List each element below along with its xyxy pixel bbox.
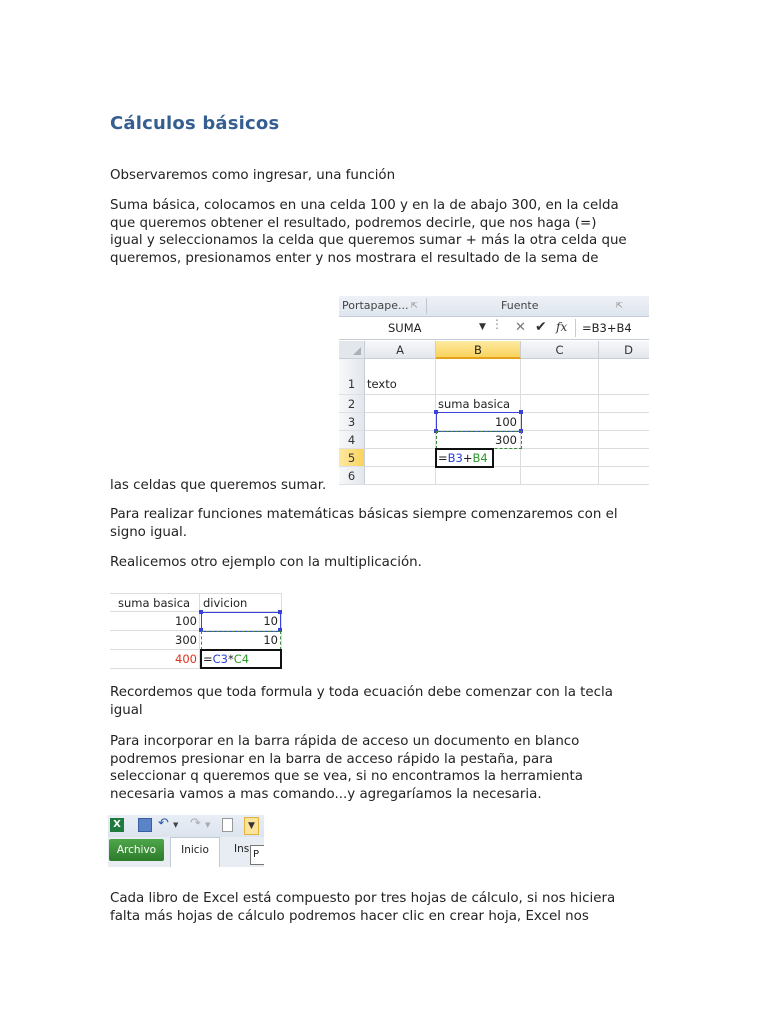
paragraph-signo-igual — [110, 506, 655, 541]
reference-highlight-b3 — [436, 412, 522, 432]
paragraph-suma — [110, 197, 655, 267]
formula-ref-c3: C3 — [212, 652, 228, 666]
cell-a5[interactable] — [365, 449, 436, 467]
name-box[interactable]: SUMA — [388, 321, 422, 335]
row-header-3[interactable]: 3 — [339, 413, 365, 431]
paragraph-line: signo igual. — [110, 524, 188, 540]
row-header-4[interactable]: 4 — [339, 431, 365, 449]
quick-access-toolbar-screenshot — [108, 815, 264, 869]
cell-c1[interactable] — [521, 359, 599, 395]
redo-icon[interactable]: ↷ — [190, 816, 201, 831]
ribbon-group-portapapeles[interactable]: Portapape... — [342, 299, 409, 312]
cell-header-suma[interactable]: suma basica — [110, 593, 200, 612]
paragraph-multiplicacion: Realicemos otro ejemplo con la multiplicación. — [110, 555, 422, 570]
excel-multiplication-screenshot — [110, 590, 286, 670]
cell-a3[interactable] — [365, 413, 436, 431]
formula-ref-c4: C4 — [233, 652, 250, 666]
cancel-icon[interactable]: ✕ — [515, 320, 526, 335]
row-header-6[interactable]: 6 — [339, 467, 365, 485]
ribbon-separator — [426, 298, 427, 314]
cell-d5[interactable] — [599, 449, 649, 467]
paragraph-barra-acceso — [110, 733, 655, 803]
selection-handle[interactable] — [519, 410, 523, 414]
ribbon-group-fuente[interactable]: Fuente — [501, 299, 539, 312]
paragraph-line: queremos, presionamos enter y nos mostrara el resultado de la sema de — [110, 250, 599, 266]
cell-result[interactable]: 400 — [110, 650, 200, 669]
paragraph-line: igual — [110, 702, 143, 718]
page-title: Cálculos básicos — [110, 113, 280, 134]
cell-c2[interactable] — [521, 395, 599, 413]
tab-archivo[interactable]: Archivo — [109, 839, 164, 861]
paragraph-line: podremos presionar en la barra de acceso rápido la pestaña, para — [110, 751, 553, 767]
excel-sum-screenshot — [339, 296, 649, 490]
cell-value[interactable]: 10 — [200, 631, 282, 650]
select-all-corner[interactable] — [339, 341, 365, 359]
insert-function-icon[interactable]: fx — [556, 320, 568, 334]
cell-b6[interactable] — [436, 467, 521, 485]
formula-times: * — [228, 652, 234, 666]
ribbon-groups — [339, 296, 649, 317]
column-header-d[interactable]: D — [599, 341, 649, 359]
cell-c5[interactable] — [521, 449, 599, 467]
formula-plus: + — [462, 451, 473, 465]
cell-value[interactable]: 10 — [200, 612, 282, 631]
reference-highlight-c4 — [201, 631, 281, 650]
cell-value[interactable]: 300 — [110, 631, 200, 650]
tab-insertar[interactable]: Ins — [234, 843, 250, 855]
paragraph-hojas — [110, 890, 655, 925]
paragraph-recordemos — [110, 684, 655, 719]
cell-d1[interactable] — [599, 359, 649, 395]
cell-c4[interactable] — [521, 431, 599, 449]
chevron-down-icon[interactable]: ▼ — [173, 821, 179, 829]
paragraph-line: Cada libro de Excel está compuesto por tres hojas de cálculo, si nos hiciera — [110, 891, 616, 906]
cell-header-divicion[interactable]: divicion — [200, 593, 282, 612]
formula-divider — [575, 319, 576, 337]
column-header-c[interactable]: C — [521, 341, 599, 359]
quick-access-toolbar — [108, 815, 264, 837]
cell-c6[interactable] — [521, 467, 599, 485]
active-cell-border — [200, 649, 282, 669]
paragraph-line: falta más hojas de cálculo podremos hacer clic en crear hoja, Excel nos — [110, 908, 589, 924]
paragraph-line: Para realizar funciones matemáticas básicas siempre comenzaremos con el — [110, 507, 618, 522]
undo-icon[interactable]: ↶ — [158, 816, 169, 831]
cell-value[interactable]: 100 — [110, 612, 200, 631]
cell-b3[interactable]: 100 — [436, 413, 521, 431]
cell-d6[interactable] — [599, 467, 649, 485]
cell-d4[interactable] — [599, 431, 649, 449]
cell-a1[interactable]: texto — [365, 359, 436, 395]
dialog-launcher-icon[interactable]: ⇱ — [616, 301, 623, 310]
excel-icon[interactable]: X — [110, 818, 124, 832]
row-header-1[interactable]: 1 — [339, 359, 365, 395]
column-header-a[interactable]: A — [365, 341, 436, 359]
cell-c3[interactable] — [521, 413, 599, 431]
customize-menu-icon[interactable]: ▼ — [244, 817, 259, 835]
cell-d2[interactable] — [599, 395, 649, 413]
cell-b1[interactable] — [436, 359, 521, 395]
new-document-icon[interactable] — [222, 818, 233, 832]
reference-highlight-b4 — [436, 431, 522, 449]
paragraph-line: que queremos obtener el resultado, podremos decirle, que nos haga (=) — [110, 215, 597, 231]
formula-ref-b3: B3 — [447, 451, 463, 465]
ribbon-strip — [108, 867, 264, 869]
row-header-5[interactable]: 5 — [339, 449, 365, 467]
formula-bar — [339, 317, 649, 340]
cell-a2[interactable] — [365, 395, 436, 413]
paragraph-line: Suma básica, colocamos en una celda 100 y en la de abajo 300, en la celda — [110, 198, 619, 213]
row-header-2[interactable]: 2 — [339, 395, 365, 413]
selection-handle[interactable] — [278, 610, 282, 614]
cell-d3[interactable] — [599, 413, 649, 431]
column-header-b[interactable]: B — [436, 341, 521, 359]
cell-b2[interactable]: suma basica — [436, 395, 521, 413]
paragraph-line: igual y seleccionamos la celda que queremos sumar + más la otra celda que — [110, 233, 627, 249]
resize-grip-icon[interactable]: ⋮ — [491, 317, 502, 331]
paragraph-line: Recordemos que toda formula y toda ecuación debe comenzar con la tecla — [110, 685, 613, 700]
cell-a4[interactable] — [365, 431, 436, 449]
active-cell-border — [435, 448, 494, 468]
chevron-down-icon[interactable]: ▼ — [205, 821, 211, 829]
tab-inicio[interactable]: Inicio — [170, 837, 220, 867]
cell-a6[interactable] — [365, 467, 436, 485]
tooltip: P — [250, 845, 264, 865]
formula-equals: = — [203, 652, 213, 666]
dialog-launcher-icon[interactable]: ⇱ — [411, 301, 418, 310]
cell-b4[interactable]: 300 — [436, 431, 521, 449]
formula-input[interactable]: =B3+B4 — [582, 321, 632, 335]
save-icon[interactable] — [138, 818, 152, 832]
paragraph-intro: Observaremos como ingresar, una función — [110, 168, 396, 183]
paragraph-tail: las celdas que queremos sumar. — [110, 478, 327, 493]
selection-handle[interactable] — [434, 410, 438, 414]
paragraph-line: Para incorporar en la barra rápida de acceso un documento en blanco — [110, 734, 580, 749]
selection-handle[interactable] — [199, 610, 203, 614]
formula-ref-b4: B4 — [472, 451, 488, 465]
reference-highlight-c3 — [201, 612, 281, 632]
paragraph-line: necesaria vamos a mas comando...y agregaríamos la necesaria. — [110, 786, 542, 802]
paragraph-line: seleccionar q queremos que se vea, si no encontramos la herramienta — [110, 769, 583, 785]
check-icon[interactable]: ✔ — [535, 319, 547, 335]
chevron-down-icon[interactable]: ▼ — [479, 322, 486, 332]
formula-equals: = — [438, 451, 448, 465]
